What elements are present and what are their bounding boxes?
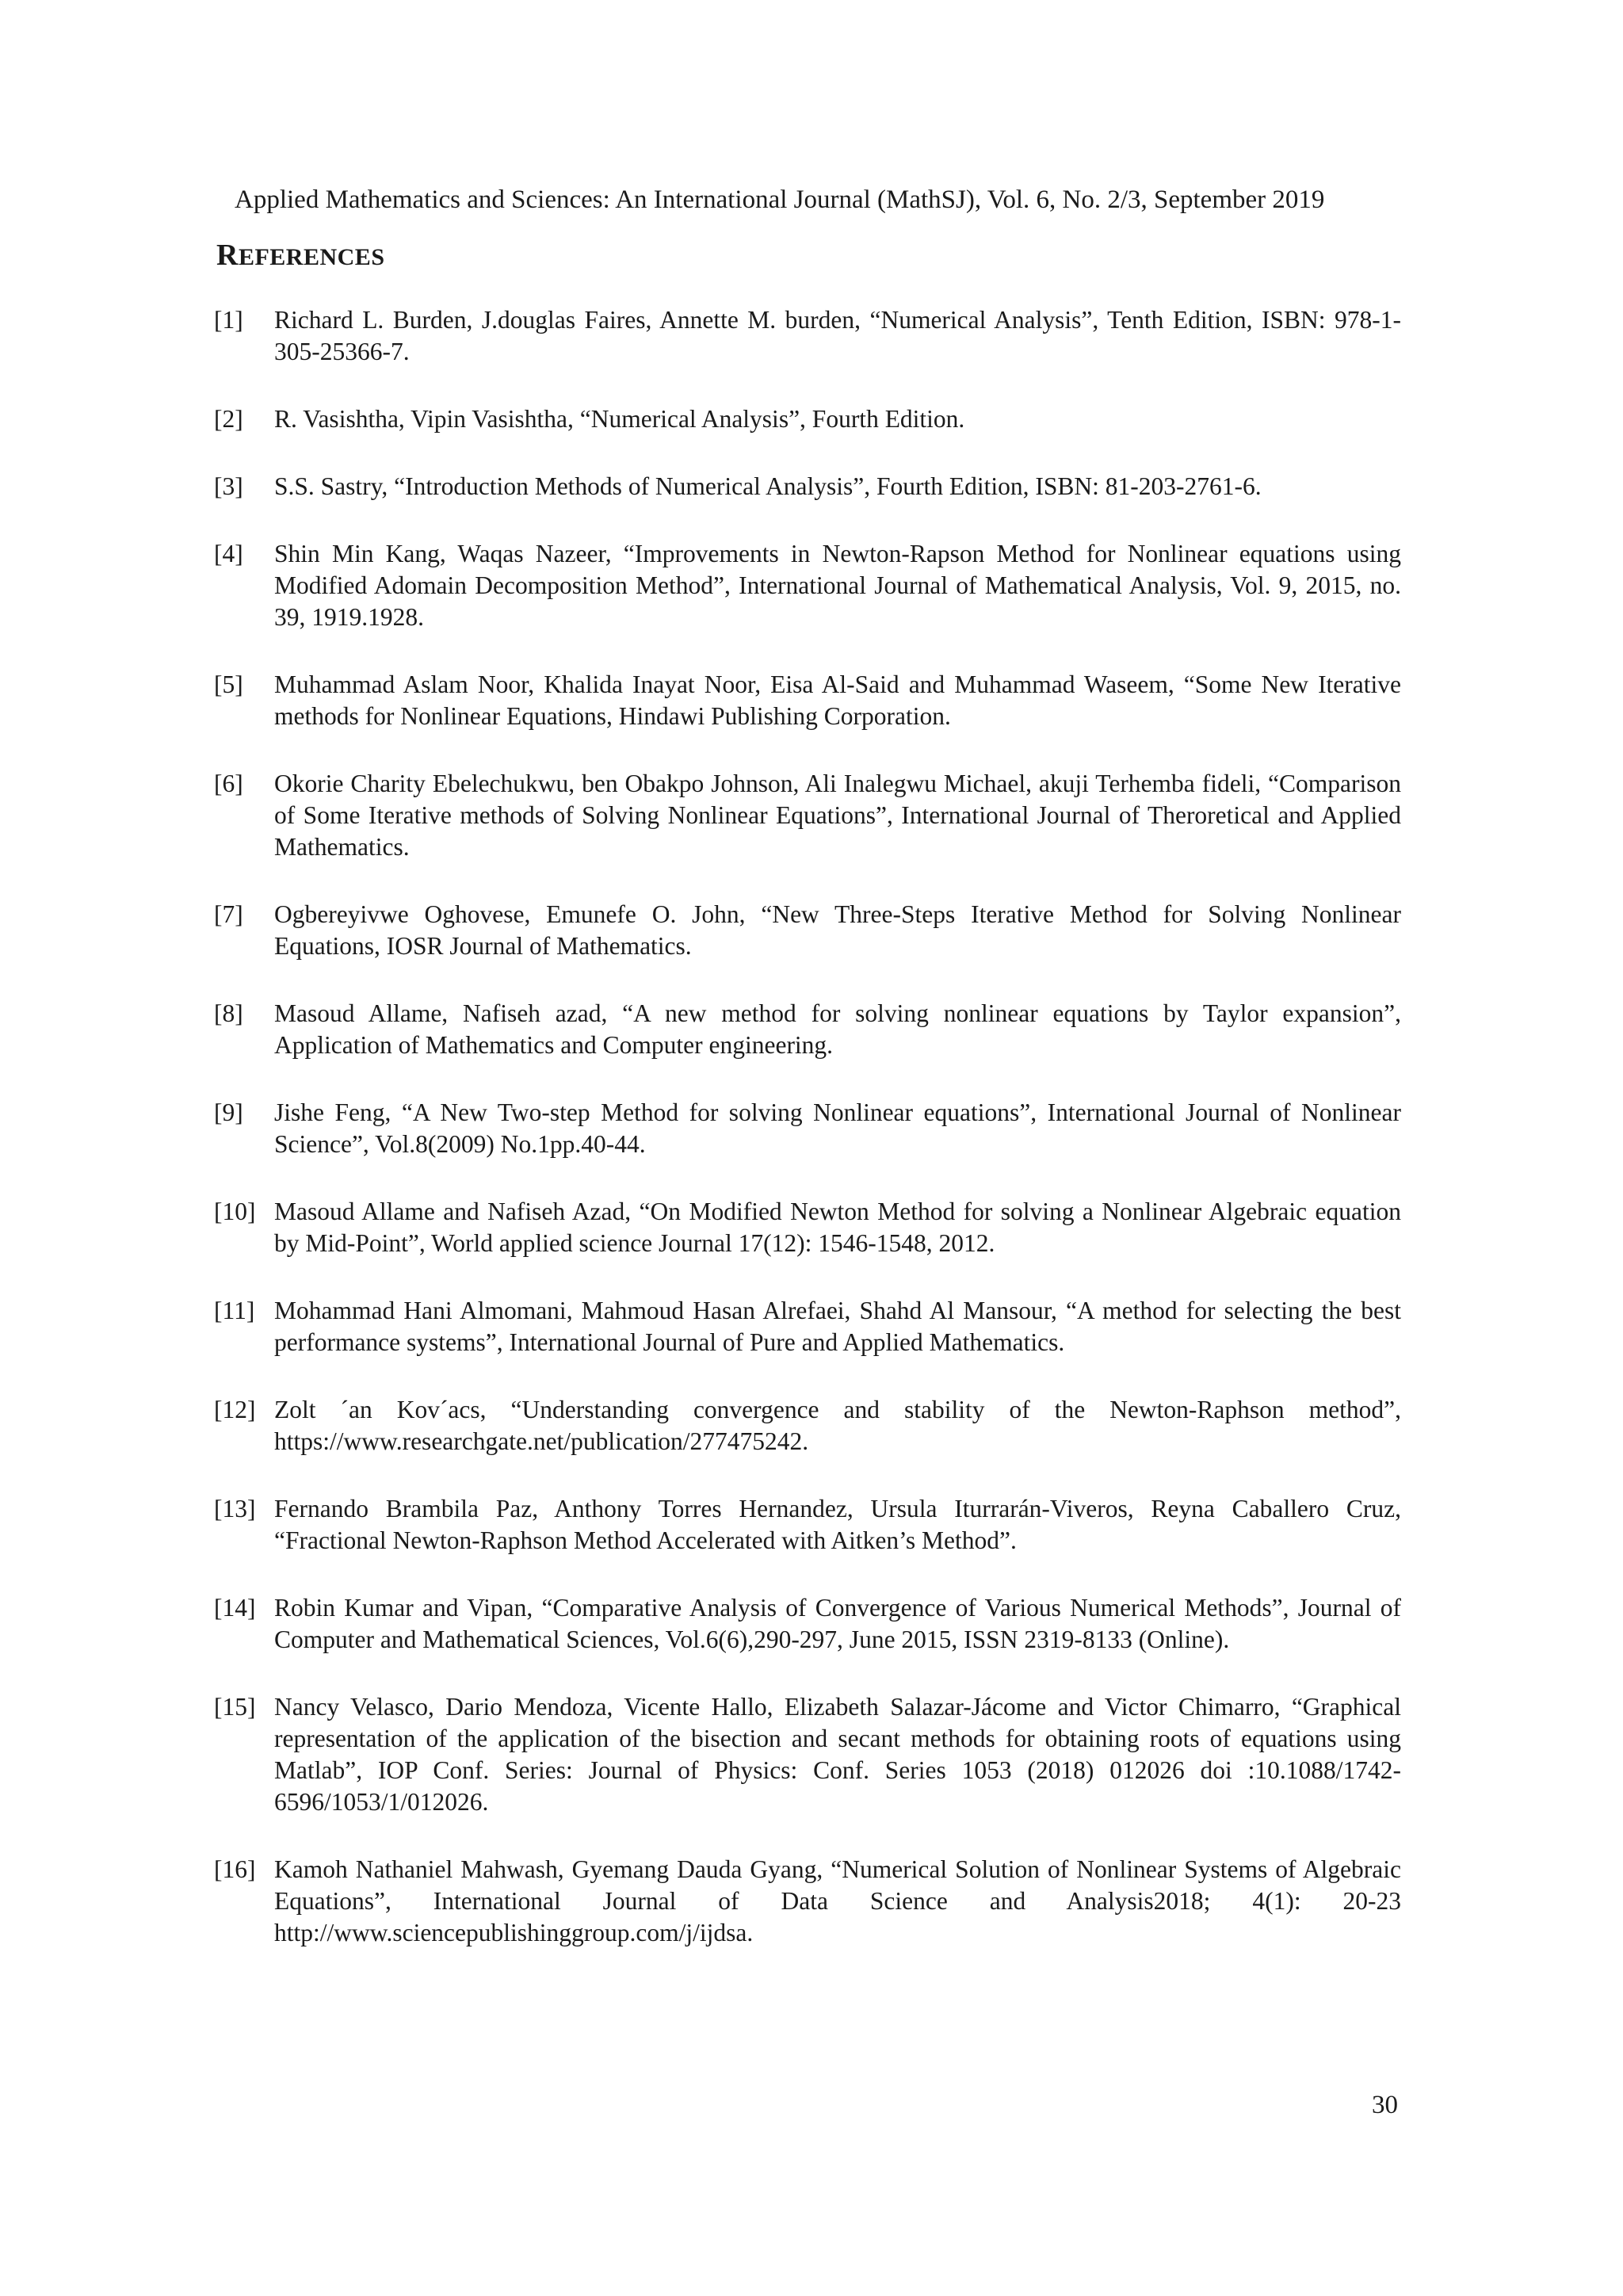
reference-text: Masoud Allame and Nafiseh Azad, “On Modified Newton Method for solving a Nonlinear Algebraic equation by Mid-Point”, World applied science Journal 17(12): 1546-1548, 2012. <box>274 1198 1401 1257</box>
reference-item <box>214 998 1401 1061</box>
reference-text: Fernando Brambila Paz, Anthony Torres Hernandez, Ursula Iturrarán-Viveros, Reyna Caballero Cruz, “Fractional Newton-Raphson Method Accelerated with Aitken’s Method”. <box>274 1495 1401 1554</box>
reference-number: [16] <box>214 1855 256 1883</box>
reference-number: [6] <box>214 770 243 797</box>
reference-text: Jishe Feng, “A New Two-step Method for solving Nonlinear equations”, International Journal of Nonlinear Science”, Vol.8(2009) No.1pp.40-44. <box>274 1098 1401 1158</box>
reference-text: Ogbereyivwe Oghovese, Emunefe O. John, “New Three-Steps Iterative Method for Solving Nonlinear Equations, IOSR Journal of Mathematics. <box>274 900 1401 960</box>
reference-item <box>214 1691 1401 1818</box>
reference-text: R. Vasishtha, Vipin Vasishtha, “Numerical Analysis”, Fourth Edition. <box>274 405 965 433</box>
reference-item <box>214 768 1401 863</box>
reference-text: Nancy Velasco, Dario Mendoza, Vicente Hallo, Elizabeth Salazar-Jácome and Victor Chimarro, “Graphical representation of the application of the bisection and secant methods for obtaining roots of equations using Matlab”, IOP Conf. Series: Journal of Physics: Conf. Series 1053 (2018) 012026 doi :10.1088/1742-6596/1053/1/012026. <box>274 1693 1401 1816</box>
reference-item <box>214 899 1401 962</box>
reference-text: S.S. Sastry, “Introduction Methods of Numerical Analysis”, Fourth Edition, ISBN: 81-203-2761-6. <box>274 472 1262 500</box>
reference-text: Kamoh Nathaniel Mahwash, Gyemang Dauda Gyang, “Numerical Solution of Nonlinear Systems of Algebraic Equations”, International Journal of Data Science and Analysis2018; 4(1): 20-23 http://www.sciencepublishinggroup.com/j/ijdsa. <box>274 1855 1401 1946</box>
reference-item <box>214 669 1401 732</box>
reference-text: Robin Kumar and Vipan, “Comparative Analysis of Convergence of Various Numerical Methods”, Journal of Computer and Mathematical Sciences, Vol.6(6),290-297, June 2015, ISSN 2319-8133 (Online). <box>274 1594 1401 1653</box>
page-number: 30 <box>1372 2091 1398 2119</box>
reference-text: Muhammad Aslam Noor, Khalida Inayat Noor, Eisa Al-Said and Muhammad Waseem, “Some New Iterative methods for Nonlinear Equations, Hindawi Publishing Corporation. <box>274 670 1401 730</box>
reference-item <box>214 1196 1401 1259</box>
section-heading-rest: EFERENCES <box>238 244 385 270</box>
reference-item <box>214 1295 1401 1358</box>
running-header: Applied Mathematics and Sciences: An International Journal (MathSJ), Vol. 6, No. 2/3, September 2019 <box>235 185 1325 214</box>
reference-number: [11] <box>214 1297 255 1324</box>
reference-number: [5] <box>214 670 243 698</box>
reference-item <box>214 403 1401 435</box>
reference-number: [13] <box>214 1495 256 1522</box>
reference-number: [4] <box>214 540 243 567</box>
reference-number: [15] <box>214 1693 256 1721</box>
reference-text: Richard L. Burden, J.douglas Faires, Annette M. burden, “Numerical Analysis”, Tenth Edition, ISBN: 978-1-305-25366-7. <box>274 306 1401 365</box>
reference-item <box>214 1097 1401 1160</box>
reference-number: [3] <box>214 472 243 500</box>
reference-list <box>214 304 1401 1985</box>
reference-item <box>214 471 1401 502</box>
reference-text: Mohammad Hani Almomani, Mahmoud Hasan Alrefaei, Shahd Al Mansour, “A method for selecting the best performance systems”, International Journal of Pure and Applied Mathematics. <box>274 1297 1401 1356</box>
reference-number: [8] <box>214 999 243 1027</box>
reference-item <box>214 1493 1401 1557</box>
reference-text: Okorie Charity Ebelechukwu, ben Obakpo Johnson, Ali Inalegwu Michael, akuji Terhemba fideli, “Comparison of Some Iterative methods of Solving Nonlinear Equations”, International Journal of Theroretical and Applied Mathematics. <box>274 770 1401 861</box>
reference-number: [7] <box>214 900 243 928</box>
reference-item <box>214 1592 1401 1656</box>
section-heading-initial: R <box>216 239 239 272</box>
reference-number: [1] <box>214 306 243 334</box>
reference-number: [2] <box>214 405 243 433</box>
reference-number: [12] <box>214 1396 256 1423</box>
reference-text: Zolt ´an Kov´acs, “Understanding convergence and stability of the Newton-Raphson method”, https://www.researchgate.net/publication/277475242. <box>274 1396 1401 1455</box>
reference-number: [9] <box>214 1098 243 1126</box>
reference-number: [14] <box>214 1594 256 1622</box>
reference-item <box>214 304 1401 368</box>
reference-item <box>214 1854 1401 1949</box>
reference-item <box>214 538 1401 633</box>
reference-text: Shin Min Kang, Waqas Nazeer, “Improvements in Newton-Rapson Method for Nonlinear equations using Modified Adomain Decomposition Method”, International Journal of Mathematical Analysis, Vol. 9, 2015, no. 39, 1919.1928. <box>274 540 1401 631</box>
reference-number: [10] <box>214 1198 256 1225</box>
section-heading <box>216 238 385 275</box>
reference-text: Masoud Allame, Nafiseh azad, “A new method for solving nonlinear equations by Taylor expansion”, Application of Mathematics and Computer engineering. <box>274 999 1401 1059</box>
reference-item <box>214 1394 1401 1457</box>
